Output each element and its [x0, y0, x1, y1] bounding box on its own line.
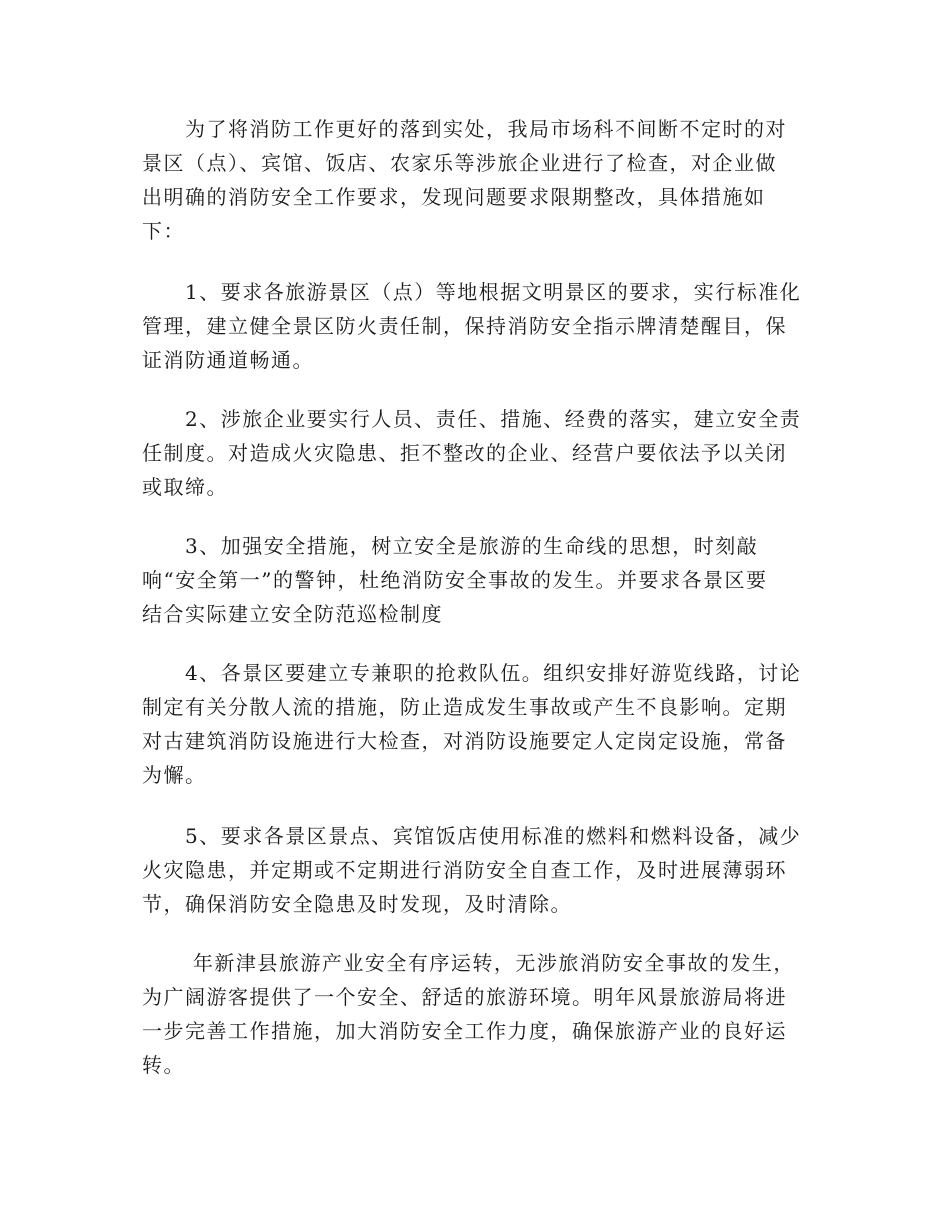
text-line: 为广阔游客提供了一个安全、舒适的旅游环境。明年风景旅游局将进 — [142, 985, 787, 1009]
text-line: 或取缔。 — [142, 475, 228, 499]
text-line: 4、各景区要建立专兼职的抢救队伍。组织安排好游览线路，讨论 — [142, 661, 802, 685]
text-line: 火灾隐患，并定期或不定期进行消防安全自查工作，及时进展薄弱环 — [142, 858, 787, 882]
text-line: 对古建筑消防设施进行大检查，对消防设施要定人定岗定设施，常备 — [142, 729, 787, 753]
text-line: 2、涉旅企业要实行人员、责任、措施、经费的落实，建立安全责 — [142, 407, 802, 431]
text-line: 管理，建立健全景区防火责任制，保持消防安全指示牌清楚醒目，保 — [142, 314, 787, 338]
paragraph-item-4 — [142, 656, 810, 792]
text-line: 1、要求各旅游景区（点）等地根据文明景区的要求，实行标准化 — [142, 280, 802, 304]
paragraph-item-2 — [142, 402, 810, 504]
text-line: 节，确保消防安全隐患及时发现，及时清除。 — [142, 892, 572, 916]
text-line: 为了将消防工作更好的落到实处，我局市场科不间断不定时的对 — [142, 117, 787, 141]
text-line: 年新津县旅游产业安全有序运转，无涉旅消防安全事故的发生， — [142, 951, 795, 975]
text-line: 证消防通道畅通。 — [142, 348, 314, 372]
text-line: 结合实际建立安全防范巡检制度 — [142, 602, 443, 626]
paragraph-item-5 — [142, 819, 810, 921]
text-line: 一步完善工作措施，加大消防安全工作力度，确保旅游产业的良好运 — [142, 1019, 787, 1043]
paragraph-summary — [142, 946, 810, 1082]
paragraph-intro — [142, 112, 810, 248]
text-line: 3、加强安全措施，树立安全是旅游的生命线的思想，时刻敲 — [142, 534, 759, 558]
text-line: 出明确的消防安全工作要求，发现问题要求限期整改，具体措施如 — [142, 185, 766, 209]
text-line: 景区（点）、宾馆、饭店、农家乐等涉旅企业进行了检查，对企业做 — [142, 151, 777, 175]
text-line: 制定有关分散人流的措施，防止造成发生事故或产生不良影响。定期 — [142, 695, 787, 719]
text-line: 响“安全第一”的警钟，杜绝消防安全事故的发生。并要求各景区要 — [142, 568, 768, 592]
paragraph-item-1 — [142, 275, 810, 377]
text-line: 转。 — [142, 1053, 185, 1077]
text-line: 5、要求各景区景点、宾馆饭店使用标准的燃料和燃料设备，减少 — [142, 824, 802, 848]
text-line: 为懈。 — [142, 763, 207, 787]
text-line: 任制度。对造成火灾隐患、拒不整改的企业、经营户要依法予以关闭 — [142, 441, 787, 465]
text-line: 下： — [142, 219, 185, 243]
paragraph-item-3 — [142, 529, 810, 631]
